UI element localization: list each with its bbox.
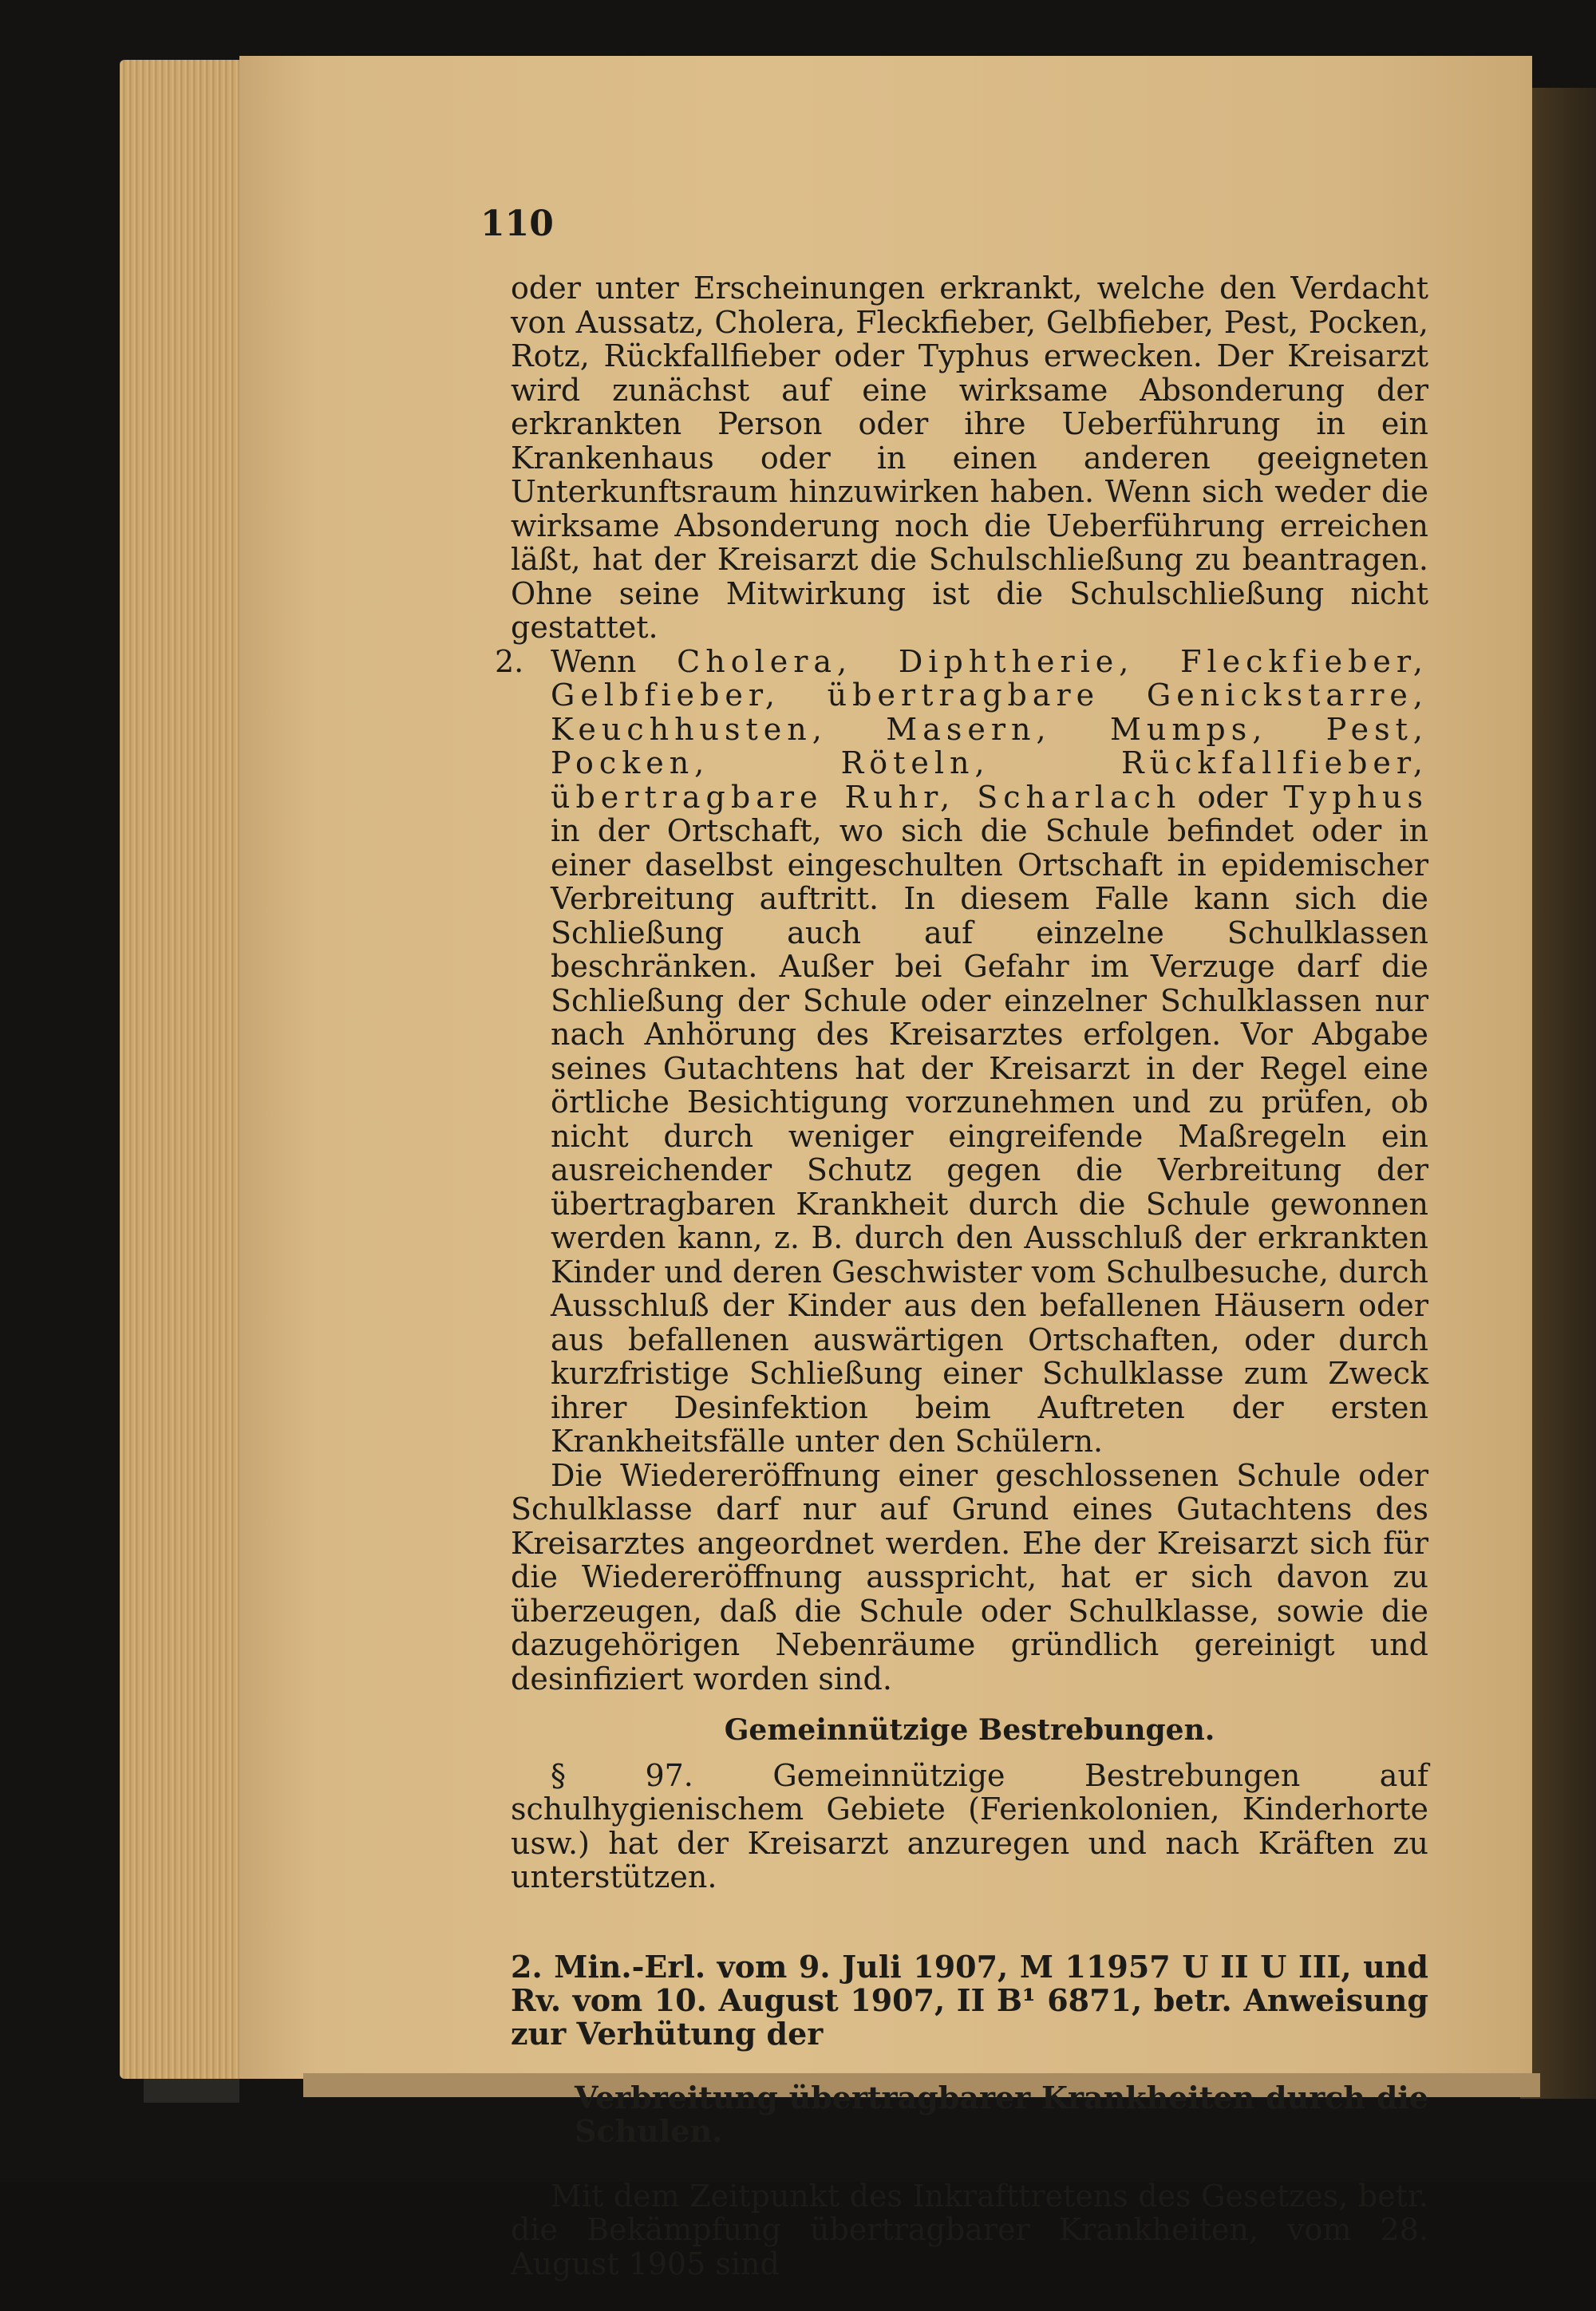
decree-title-continued: Verbreitung übertragbarer Krankheiten durch die Schulen. xyxy=(575,2079,1428,2149)
decree-title: 2. Min.-Erl. vom 9. Juli 1907, M 11957 U II U III, und Rv. vom 10. August 1907, II B¹ 6871, betr. Anweisung zur Verhütung der xyxy=(511,1948,1428,2052)
item-lead: Wenn xyxy=(551,643,637,679)
page-number: 110 xyxy=(480,203,554,244)
disease-typhus: Typhus xyxy=(1283,779,1428,815)
section-97: § 97. Gemeinnützige Bestrebungen auf schulhygienischem Gebiete (Ferienkolonien, Kinderhorte usw.) hat der Kreisarzt anzuregen und nach Kräften zu unterstützen. xyxy=(511,1757,1428,1894)
item-body: in der Ortschaft, wo sich die Schule befindet oder in einer daselbst eingeschulten Ortschaft in epidemischer Verbreitung auftritt. In diesem Falle kann sich die Schließung auch auf einzelne Schulklassen beschränken. Außer bei Gefahr im Verzuge darf die Schließung der Schule oder einzelner Schulklassen nur nach Anhörung des Kreisarztes erfolgen. Vor Abgabe seines Gutachtens hat der Kreisarzt in der Regel eine örtliche Besichtigung vorzunehmen und zu prüfen, ob nicht durch weniger eingreifende Maßregeln ein ausreichender Schutz gegen die Verbreitung der übertragbaren Krankheit durch die Schule gewonnen werden kann, z. B. durch den Ausschluß der erkrankten Kinder und deren Geschwister vom Schulbesuche, durch Ausschluß der Kinder aus den befallenen Häusern oder aus befallenen auswärtigen Ortschaften, oder durch kurzfristige Schließung einer Schulklasse zum Zweck ihrer Desinfektion beim Auftreten der ersten Krankheitsfälle unter den Schülern. xyxy=(551,813,1428,1459)
list-item-2 xyxy=(495,643,1428,1459)
page-text xyxy=(495,271,1428,2311)
disease-list: Cholera, Diphtherie, Fleckfieber, Gelbfieber, übertragbare Genickstarre, Keuchhusten, Masern, Mumps, Pest, Pocken, Röteln, Rückfallfieber, übertragbare Ruhr, Scharlach xyxy=(551,643,1428,815)
continuation-paragraph: oder unter Erscheinungen erkrankt, welche den Verdacht von Aussatz, Cholera, Fleckfieber, Gelbfieber, Pest, Pocken, Rotz, Rückfallfieber oder Typhus erwecken. Der Kreisarzt wird zunächst auf eine wirksame Absonderung der erkrankten Person oder ihre Ueberführung in ein Krankenhaus oder in einen anderen geeigneten Unterkunftsraum hinzuwirken haben. Wenn sich weder die wirksame Absonderung noch die Ueberführung erreichen läßt, hat der Kreisarzt die Schulschließung zu beantragen. Ohne seine Mitwirkung ist die Schulschließung nicht gestattet. xyxy=(511,271,1428,645)
item-oder: oder xyxy=(1197,779,1268,815)
section-heading: Gemeinnützige Bestrebungen. xyxy=(724,1713,1215,1747)
reopening-paragraph: Die Wiedereröffnung einer geschlossenen Schule oder Schulklasse darf nur auf Grund eines Gutachtens des Kreisarztes angeordnet werden. Ehe der Kreisarzt sich für die Wiedereröffnung ausspricht, hat er sich davon zu überzeugen, daß die Schule oder Schulklasse, sowie die dazugehörigen Nebenräume gründlich gereinigt und desinfiziert worden sind. xyxy=(511,1457,1428,1697)
closing-paragraph: Mit dem Zeitpunkt des Inkrafttretens des Gesetzes, betr. die Bekämpfung übertragbarer Krankheiten, vom 28. August 1905 sind xyxy=(511,2178,1428,2281)
item-number: 2. xyxy=(495,643,524,679)
